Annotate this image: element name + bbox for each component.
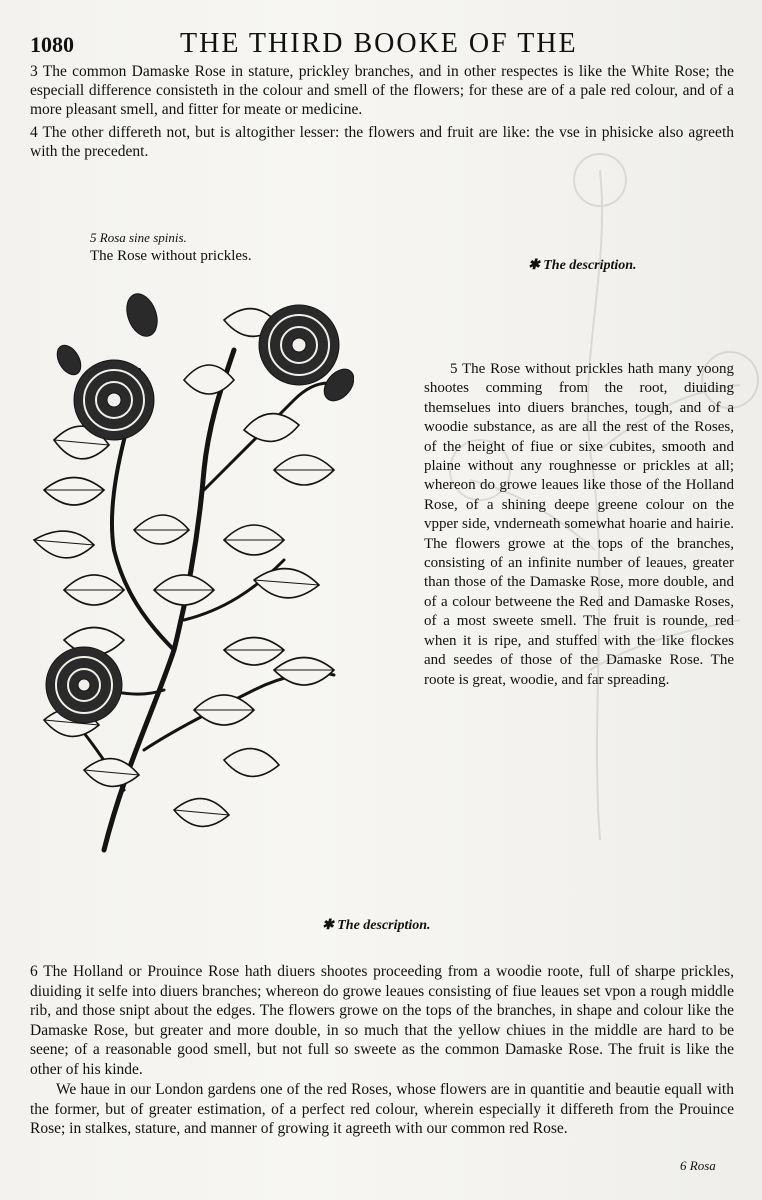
- rose-bloom: [74, 360, 154, 440]
- rose-woodcut-illustration: [24, 290, 354, 855]
- running-head: THE THIRD BOOKE OF THE: [180, 28, 578, 59]
- paragraph-5-text: 5 The Rose without prickles hath many yoong shootes comming from the root, diuiding themselues into diuers branches, tough, and of a woodie substance, as are all the rest of the Roses, of the height of fiue or sixe cubites, smooth and plaine without any roughnesse or prickles at all; whereon do growe leaues like those of the Holland Rose, of a shining deepe greene colour on the vpper side, vnderneath somewhat hoarie and hairie. The flowers growe at the tops of the branches, consisting of an infinite number of leaues, greater than those of the Damaske Rose, more double, and of a colour betweene the Red and Damaske Roses, of a most sweete smell. The fruit is rounde, red when it is ripe, and stuffed with the like flockes and seedes of those of the Damaske Rose. The roote is great, woodie, and far spreading.: [424, 361, 734, 688]
- catchword: 6 Rosa: [680, 1158, 716, 1173]
- paragraph-7-text: We haue in our London gardens one of the red Roses, whose flowers are in quantitie and beautie equall with the former, but of greater estimation, of a perfect red colour, wherein especially it differeth from the Prouince Rose; in stalkes, stature, and manner of growing it agreeth with our common red Rose.: [30, 1081, 734, 1137]
- paragraph-6: [30, 962, 734, 1079]
- paragraph-3-text: 3 The common Damaske Rose in stature, prickley branches, and in other respectes is like the White Rose; the especiall difference consisteth in the colour and smell of the flowers; for these are of a pale red colour, and of a more pleasant smell, and fitter for meate or medicine.: [30, 63, 734, 118]
- paragraph-4: [30, 123, 734, 161]
- paragraph-5: [424, 360, 734, 690]
- figure-caption: [90, 228, 390, 266]
- paragraph-7: [30, 1080, 734, 1139]
- paragraph-4-text: 4 The other differeth not, but is altogither lesser: the flowers and fruit are like: the vse in phisicke also agreeth with the precedent.: [30, 124, 734, 160]
- caption-latin: 5 Rosa sine spinis.: [90, 230, 187, 245]
- description-heading-top: ✱ The description.: [528, 258, 637, 273]
- paragraph-6-text: 6 The Holland or Prouince Rose hath diuers shootes proceeding from a woodie roote, full of sharpe prickles, diuiding it selfe into diuers branches; whereon do growe leaues consisting of fiue leaues set vpon a rough middle rib, and those snipt about the edges. The flowers growe on the tops of the branches, in shape and colour like the Damaske Rose, but greater and more double, in so much that the yellow chiues in the middle are hard to be seene; of a reasonable good smell, but not full so sweete as the common Damaske Rose. The fruit is like the other of his kinde.: [30, 963, 734, 1078]
- page-number: 1080: [30, 32, 74, 57]
- description-heading-bottom: ✱ The description.: [322, 918, 431, 933]
- paragraph-3: [30, 62, 734, 119]
- page-header: [30, 26, 730, 60]
- caption-english: The Rose without prickles.: [90, 248, 252, 264]
